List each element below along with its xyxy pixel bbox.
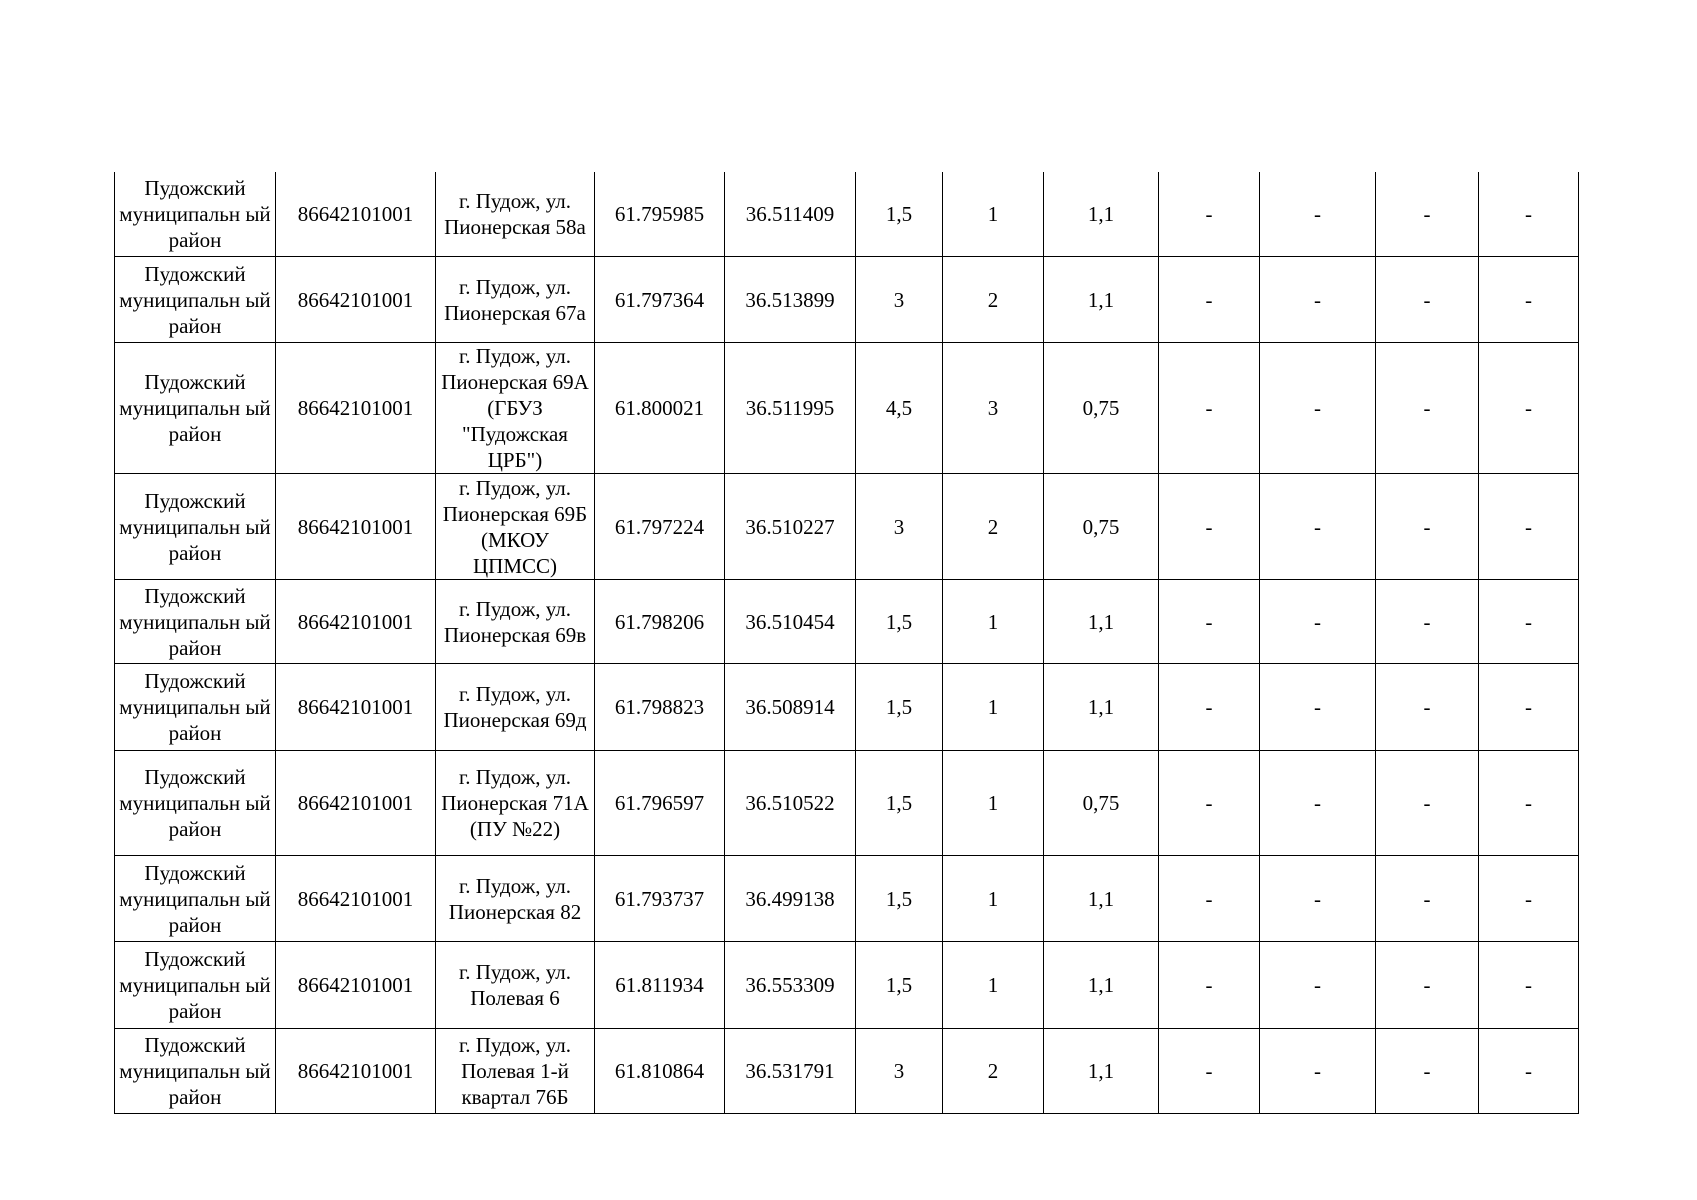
value-cell-1: 1,5 xyxy=(856,942,943,1029)
value-cell-4: - xyxy=(1159,942,1260,1029)
value-cell-1: 1,5 xyxy=(856,172,943,257)
value-cell-1: 1,5 xyxy=(856,580,943,664)
oktmo-cell: 86642101001 xyxy=(276,474,436,580)
value-cell-2: 1 xyxy=(943,172,1044,257)
district-cell: Пудожский муниципальн ый район xyxy=(115,751,276,856)
value-cell-4: - xyxy=(1159,580,1260,664)
longitude-cell: 36.513899 xyxy=(725,257,856,343)
value-cell-7: - xyxy=(1479,172,1579,257)
data-table xyxy=(114,172,1579,1114)
address-cell: г. Пудож, ул. Пионерская 71А (ПУ №22) xyxy=(436,751,595,856)
value-cell-6: - xyxy=(1376,664,1479,751)
address-cell: г. Пудож, ул. Полевая 1-й квартал 76Б xyxy=(436,1029,595,1114)
address-cell: г. Пудож, ул. Пионерская 69А (ГБУЗ "Пудожская ЦРБ") xyxy=(436,343,595,474)
value-cell-3: 1,1 xyxy=(1044,664,1159,751)
value-cell-5: - xyxy=(1260,580,1376,664)
latitude-cell: 61.795985 xyxy=(595,172,725,257)
address-cell: г. Пудож, ул. Пионерская 82 xyxy=(436,856,595,942)
district-cell: Пудожский муниципальн ый район xyxy=(115,172,276,257)
address-cell: г. Пудож, ул. Пионерская 67а xyxy=(436,257,595,343)
value-cell-2: 2 xyxy=(943,1029,1044,1114)
value-cell-2: 1 xyxy=(943,664,1044,751)
longitude-cell: 36.511409 xyxy=(725,172,856,257)
value-cell-3: 1,1 xyxy=(1044,942,1159,1029)
value-cell-6: - xyxy=(1376,751,1479,856)
value-cell-7: - xyxy=(1479,942,1579,1029)
value-cell-7: - xyxy=(1479,751,1579,856)
value-cell-7: - xyxy=(1479,664,1579,751)
district-cell: Пудожский муниципальн ый район xyxy=(115,1029,276,1114)
value-cell-5: - xyxy=(1260,1029,1376,1114)
oktmo-cell: 86642101001 xyxy=(276,1029,436,1114)
oktmo-cell: 86642101001 xyxy=(276,664,436,751)
value-cell-6: - xyxy=(1376,172,1479,257)
value-cell-4: - xyxy=(1159,1029,1260,1114)
value-cell-1: 3 xyxy=(856,474,943,580)
value-cell-4: - xyxy=(1159,257,1260,343)
latitude-cell: 61.798206 xyxy=(595,580,725,664)
district-cell: Пудожский муниципальн ый район xyxy=(115,474,276,580)
value-cell-5: - xyxy=(1260,664,1376,751)
value-cell-2: 1 xyxy=(943,580,1044,664)
table-row xyxy=(115,1029,1579,1114)
value-cell-4: - xyxy=(1159,474,1260,580)
table-row xyxy=(115,343,1579,474)
value-cell-3: 0,75 xyxy=(1044,474,1159,580)
value-cell-4: - xyxy=(1159,343,1260,474)
address-cell: г. Пудож, ул. Полевая 6 xyxy=(436,942,595,1029)
district-cell: Пудожский муниципальн ый район xyxy=(115,580,276,664)
value-cell-3: 1,1 xyxy=(1044,1029,1159,1114)
value-cell-6: - xyxy=(1376,942,1479,1029)
latitude-cell: 61.796597 xyxy=(595,751,725,856)
value-cell-7: - xyxy=(1479,257,1579,343)
district-cell: Пудожский муниципальн ый район xyxy=(115,942,276,1029)
oktmo-cell: 86642101001 xyxy=(276,751,436,856)
value-cell-1: 1,5 xyxy=(856,751,943,856)
value-cell-6: - xyxy=(1376,580,1479,664)
district-cell: Пудожский муниципальн ый район xyxy=(115,664,276,751)
address-cell: г. Пудож, ул. Пионерская 69Б (МКОУ ЦПМСС) xyxy=(436,474,595,580)
value-cell-2: 3 xyxy=(943,343,1044,474)
longitude-cell: 36.499138 xyxy=(725,856,856,942)
value-cell-3: 1,1 xyxy=(1044,856,1159,942)
latitude-cell: 61.811934 xyxy=(595,942,725,1029)
table-row xyxy=(115,751,1579,856)
value-cell-7: - xyxy=(1479,580,1579,664)
value-cell-2: 1 xyxy=(943,751,1044,856)
address-cell: г. Пудож, ул. Пионерская 69д xyxy=(436,664,595,751)
table-row xyxy=(115,856,1579,942)
value-cell-4: - xyxy=(1159,172,1260,257)
table-row xyxy=(115,664,1579,751)
value-cell-7: - xyxy=(1479,343,1579,474)
value-cell-5: - xyxy=(1260,257,1376,343)
table-row xyxy=(115,172,1579,257)
longitude-cell: 36.510227 xyxy=(725,474,856,580)
value-cell-4: - xyxy=(1159,664,1260,751)
table-row xyxy=(115,474,1579,580)
oktmo-cell: 86642101001 xyxy=(276,942,436,1029)
value-cell-3: 1,1 xyxy=(1044,580,1159,664)
address-cell: г. Пудож, ул. Пионерская 69в xyxy=(436,580,595,664)
table-row xyxy=(115,580,1579,664)
value-cell-5: - xyxy=(1260,474,1376,580)
value-cell-1: 1,5 xyxy=(856,856,943,942)
value-cell-2: 2 xyxy=(943,474,1044,580)
value-cell-5: - xyxy=(1260,751,1376,856)
value-cell-7: - xyxy=(1479,1029,1579,1114)
table-body xyxy=(115,172,1579,1114)
longitude-cell: 36.510522 xyxy=(725,751,856,856)
value-cell-1: 1,5 xyxy=(856,664,943,751)
longitude-cell: 36.511995 xyxy=(725,343,856,474)
longitude-cell: 36.510454 xyxy=(725,580,856,664)
longitude-cell: 36.531791 xyxy=(725,1029,856,1114)
latitude-cell: 61.798823 xyxy=(595,664,725,751)
oktmo-cell: 86642101001 xyxy=(276,343,436,474)
district-cell: Пудожский муниципальн ый район xyxy=(115,257,276,343)
latitude-cell: 61.797224 xyxy=(595,474,725,580)
value-cell-3: 1,1 xyxy=(1044,172,1159,257)
value-cell-6: - xyxy=(1376,343,1479,474)
latitude-cell: 61.800021 xyxy=(595,343,725,474)
district-cell: Пудожский муниципальн ый район xyxy=(115,856,276,942)
value-cell-4: - xyxy=(1159,856,1260,942)
value-cell-5: - xyxy=(1260,942,1376,1029)
latitude-cell: 61.810864 xyxy=(595,1029,725,1114)
value-cell-3: 0,75 xyxy=(1044,751,1159,856)
value-cell-7: - xyxy=(1479,856,1579,942)
value-cell-3: 0,75 xyxy=(1044,343,1159,474)
latitude-cell: 61.797364 xyxy=(595,257,725,343)
value-cell-6: - xyxy=(1376,856,1479,942)
address-cell: г. Пудож, ул. Пионерская 58а xyxy=(436,172,595,257)
value-cell-4: - xyxy=(1159,751,1260,856)
latitude-cell: 61.793737 xyxy=(595,856,725,942)
oktmo-cell: 86642101001 xyxy=(276,257,436,343)
oktmo-cell: 86642101001 xyxy=(276,580,436,664)
value-cell-6: - xyxy=(1376,257,1479,343)
value-cell-6: - xyxy=(1376,1029,1479,1114)
value-cell-5: - xyxy=(1260,343,1376,474)
district-cell: Пудожский муниципальн ый район xyxy=(115,343,276,474)
value-cell-1: 3 xyxy=(856,257,943,343)
table-row xyxy=(115,257,1579,343)
value-cell-2: 1 xyxy=(943,942,1044,1029)
value-cell-7: - xyxy=(1479,474,1579,580)
value-cell-5: - xyxy=(1260,856,1376,942)
oktmo-cell: 86642101001 xyxy=(276,856,436,942)
value-cell-5: - xyxy=(1260,172,1376,257)
longitude-cell: 36.553309 xyxy=(725,942,856,1029)
oktmo-cell: 86642101001 xyxy=(276,172,436,257)
value-cell-1: 4,5 xyxy=(856,343,943,474)
value-cell-2: 2 xyxy=(943,257,1044,343)
longitude-cell: 36.508914 xyxy=(725,664,856,751)
value-cell-3: 1,1 xyxy=(1044,257,1159,343)
value-cell-6: - xyxy=(1376,474,1479,580)
value-cell-2: 1 xyxy=(943,856,1044,942)
table-row xyxy=(115,942,1579,1029)
value-cell-1: 3 xyxy=(856,1029,943,1114)
